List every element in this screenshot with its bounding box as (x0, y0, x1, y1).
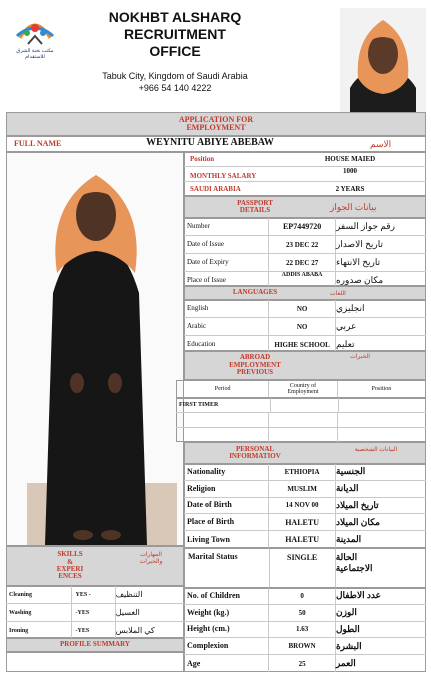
passport-row: Date of Issue 23 DEC 22 تاريخ الاصدار (184, 236, 426, 254)
personal-row: No. of Children 0 عدد الاطفال (184, 588, 426, 605)
company-address: Tabuk City, Kingdom of Saudi Arabia (102, 71, 248, 81)
skill-row: Ironing -YES كي الملابس (6, 622, 184, 639)
experience-header-row: Period Country of Employment Position (176, 380, 426, 398)
personal-row: Religion MUSLIM الديانة (184, 481, 426, 498)
experience-row: FIRST TIMER (176, 398, 426, 413)
experience-section-ar: الخبرات (350, 354, 370, 360)
company-name-line1: NOKHBT ALSHARQ (108, 9, 242, 25)
passport-section-title: PASSPORT DETAILS (237, 198, 273, 214)
passport-row: Number EP7449720 رقم جواز السفر (184, 218, 426, 236)
passport-row: Date of Expiry 22 DEC 27 تاريخ الانتهاء (184, 254, 426, 272)
passport-row: Place of Issue ADDIS ABABA مكان صدوره (184, 272, 426, 289)
profile-summary-title: PROFILE SUMMARY (60, 640, 130, 649)
position-value: HOUSE MAIED (324, 155, 376, 163)
headshot-photo (340, 8, 426, 112)
personal-row: Living Town HALETU المدينة (184, 531, 426, 548)
company-name-line3: OFFICE (149, 43, 201, 59)
profile-summary-box (6, 652, 184, 672)
skills-section-title: SKILLS & EXPERI ENCES (56, 550, 84, 581)
personal-row: Date of Birth 14 NOV 00 تاريخ الميلاد (184, 498, 426, 515)
personal-row: Place of Birth HALETU مكان الميلاد (184, 514, 426, 531)
company-phone: +966 54 140 4222 (138, 83, 212, 93)
personal-section-ar: البيانات الشخصية (354, 447, 398, 453)
personal-section-title: PERSONAL INFORMATIOV (229, 444, 281, 460)
language-row: Education HIGHE SCHOOL تعليم (184, 336, 426, 353)
languages-section-ar: اللغات (330, 290, 346, 297)
form-title-line1: APPLICATION FOR (178, 114, 254, 124)
logo-text: مكتب نخبة الشرق للاستقدام (16, 49, 54, 60)
experience-row (176, 428, 426, 442)
personal-row: Nationality ETHIOPIA الجنسية (184, 464, 426, 481)
personal-row: Height (cm.) 1.63 الطول (184, 622, 426, 639)
personal-row: Complexion BROWN البشرة (184, 638, 426, 655)
language-row: English NO انجليزي (184, 300, 426, 318)
language-row: Arabic NO عربي (184, 318, 426, 336)
company-name-line2: RECRUITMENT (124, 26, 226, 42)
country-value: 2 YEARS (335, 185, 365, 193)
logo (6, 6, 64, 64)
skill-row: Cleaning YES - التنظيف (6, 586, 184, 604)
salary-label: MONTHLY SALARY (190, 172, 257, 180)
languages-section-title: LANGUAGES (232, 288, 278, 297)
personal-row: Weight (kg.) 50 الوزن (184, 605, 426, 622)
country-label: SAUDI ARABIA (190, 185, 241, 193)
marital-row: Marital Status SINGLE الحالة الاجتماعية (184, 548, 426, 588)
full-name-value: WEYNITU ABIYE ABEBAW (146, 137, 274, 148)
form-title-line2: EMPLOYMENT (186, 123, 246, 132)
personal-row: Age 25 العمر (184, 655, 426, 672)
skill-row: Washing -YES الغسيل (6, 604, 184, 622)
skills-section-ar: المهارات والخبرات (139, 552, 163, 566)
full-name-label: FULL NAME (14, 139, 62, 148)
salary-value: 1000 (343, 167, 357, 175)
experience-row (176, 413, 426, 428)
full-name-ar: الاسم (370, 138, 392, 149)
position-label: Position (190, 155, 215, 163)
experience-section-title: ABROAD EMPLOYMENT PREVIOUS (229, 353, 281, 377)
full-body-photo (6, 152, 184, 546)
passport-section-ar: بيانات الجواز (330, 201, 377, 212)
